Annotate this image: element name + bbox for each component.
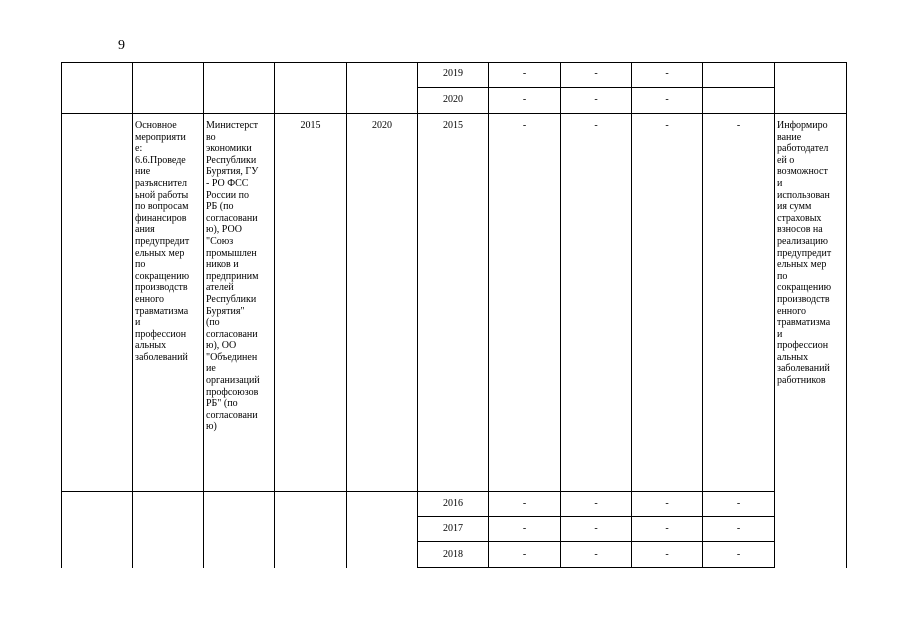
year-cell: 2015 [443,120,463,131]
value-cell: - [665,549,669,560]
value-cell: - [522,120,527,131]
value-cell: - [665,94,669,105]
value-cell: - [594,68,598,79]
value-cell: - [736,498,741,509]
value-cell: - [522,498,527,509]
value-cell: - [594,120,598,131]
result-text: Информиро вание работодател ей о возможност и использован ия сумм страховых взносов на реализацию предупредит ельных мер по сокращению производств енного травматизма и профессион альных заболеваний работников [777,120,832,387]
value-cell: - [736,120,741,131]
year-cell: 2016 [443,498,463,509]
year-cell: 2019 [443,68,463,79]
year-cell: 2020 [443,94,463,105]
value-cell: - [522,549,527,560]
event-text: Основное мероприяти е: 6.6.Проведе ние разъяснител ьной работы по вопросам финансиров ания предупредит ельных мер по сокращению производств енного травматизма и профессион альных заболеваний [135,120,190,363]
value-cell: - [522,523,527,534]
value-cell: - [522,94,527,105]
value-cell: - [594,94,598,105]
value-cell: - [594,523,598,534]
start-year: 2015 [300,120,321,131]
page-number: 9 [118,38,125,53]
value-cell: - [522,68,527,79]
value-cell: - [594,498,598,509]
year-cell: 2017 [443,523,463,534]
value-cell: - [665,523,669,534]
value-cell: - [736,549,741,560]
executor-text: Министерст во экономики Республики Бурятия, ГУ - РО ФСС России по РБ (по согласовани ю), РОО "Союз промышлен ников и предприним ателей Республики Бурятия" (по согласовани ю), ОО "Объединен ие организаций профсоюзов РБ" (по согласовани ю) [206,120,260,433]
value-cell: - [665,120,669,131]
value-cell: - [665,498,669,509]
end-year: 2020 [372,120,392,131]
year-cell: 2018 [443,549,463,560]
value-cell: - [736,523,741,534]
value-cell: - [594,549,598,560]
value-cell: - [665,68,669,79]
